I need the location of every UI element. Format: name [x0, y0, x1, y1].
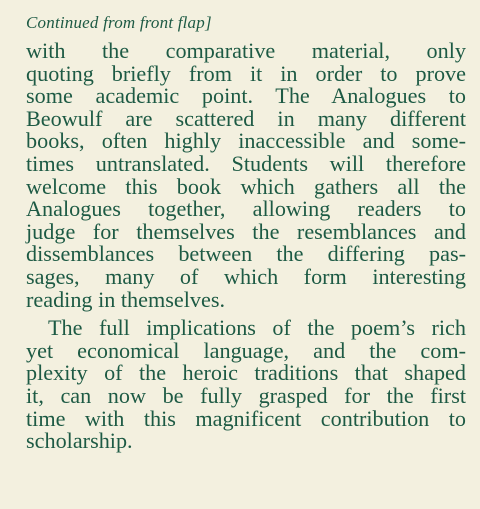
- text-line: Beowulf are scattered in many different: [26, 105, 466, 131]
- text-line: sages, many of which form interesting: [26, 263, 466, 289]
- text-line: yet economical language, and the com-: [26, 337, 466, 363]
- paragraph-1: [26, 40, 466, 311]
- text-line: Analogues together, allowing readers to: [26, 196, 466, 222]
- text-line: welcome this book which gathers all the: [26, 173, 466, 199]
- text-line: books, often highly inaccessible and some-: [26, 128, 466, 154]
- text-line: judge for themselves the resemblances and: [26, 218, 466, 244]
- text-line: scholarship.: [26, 428, 133, 454]
- text-line: reading in themselves.: [26, 286, 226, 312]
- text-line: some academic point. The Analogues to: [26, 83, 466, 109]
- text-line: plexity of the heroic traditions that shaped: [26, 360, 466, 386]
- text-line: quoting briefly from it in order to prove: [26, 60, 466, 86]
- text-line: The full implications of the poem’s rich: [48, 315, 466, 341]
- text-line: times untranslated. Students will therefore: [26, 150, 466, 176]
- text-line: with the comparative material, only: [26, 38, 466, 63]
- text-line: time with this magnificent contribution to: [26, 405, 466, 431]
- text-line: dissemblances between the differing pas-: [26, 241, 466, 267]
- flap-body-text: [26, 40, 466, 453]
- text-line: it, can now be fully grasped for the first: [26, 382, 466, 408]
- paragraph-2: [26, 317, 466, 453]
- continuation-header: Continued from front flap]: [26, 13, 212, 32]
